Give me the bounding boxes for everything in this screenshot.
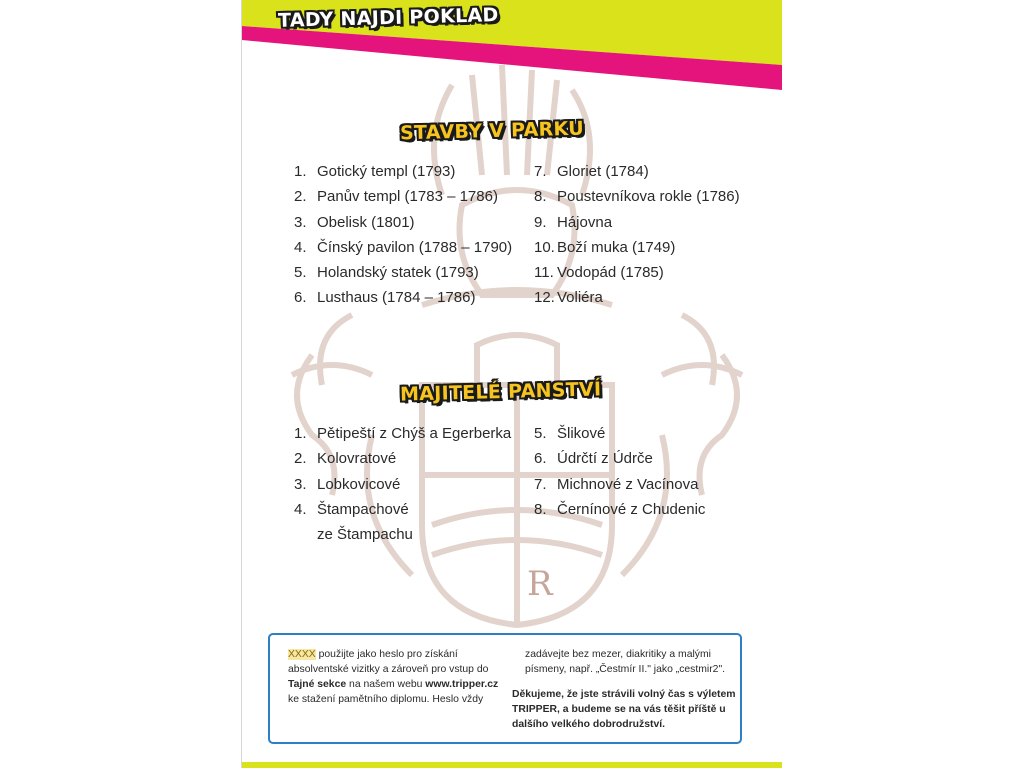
coat-of-arms-watermark bbox=[272, 55, 762, 635]
section-title-majitele: MAJITELÉ PANSTVÍ bbox=[399, 378, 602, 406]
majitele-list-right bbox=[534, 421, 705, 522]
section-title-stavby: STAVBY V PARKU bbox=[399, 117, 585, 145]
stavby-list-left bbox=[294, 159, 512, 311]
website-link[interactable]: www.tripper.cz bbox=[425, 679, 499, 690]
crest-letter: R bbox=[527, 564, 553, 604]
list-item: 5. Holandský statek (1793) bbox=[294, 264, 479, 282]
page-title: TADY NAJDI POKLAD bbox=[277, 4, 499, 32]
list-item: 4. Čínský pavilon (1788 – 1790) bbox=[294, 238, 513, 256]
list-item: 3. Obelisk (1801) bbox=[294, 213, 415, 231]
info-box bbox=[268, 633, 742, 744]
list-item: 3. Lobkovicové bbox=[294, 475, 401, 493]
password-code: XXXX bbox=[288, 649, 316, 660]
list-item: 7. Michnové z Vacínova bbox=[534, 475, 699, 493]
list-item: 10. Boží muka (1749) bbox=[534, 238, 676, 256]
info-text-left: XXXX použijte jako heslo pro získání absolventské vizitky a zároveň pro vstup do Tajné sekce na našem webu www.tripper.cz ke stažení pamětního diplomu. Heslo vždy zadávejte bez mezer, diakritiky a malými písmeny, např. „Čestmír II." jako „cestmir2". bbox=[288, 649, 726, 705]
list-item: 2. Panův templ (1783 – 1786) bbox=[294, 188, 498, 206]
majitele-list-left bbox=[294, 421, 511, 547]
list-item: 8. Černínové z Chudenic bbox=[534, 500, 706, 518]
secret-section-label: Tajné sekce bbox=[288, 679, 347, 690]
list-item: 9. Hájovna bbox=[534, 213, 613, 231]
list-item: 1. Pětipeští z Chýš a Egerberka bbox=[294, 425, 512, 442]
list-item: 11. Vodopád (1785) bbox=[534, 264, 664, 282]
list-item: 4. Štampachové ze Štampachu bbox=[294, 500, 413, 543]
document-page bbox=[242, 0, 782, 768]
thanks-text: Děkujeme, že jste strávili volný čas s výletem TRIPPER, a budeme se na vás těšit příště u dalšího velkého dobrodružství. bbox=[512, 689, 736, 730]
list-item: 8. Poustevníkova rokle (1786) bbox=[534, 188, 740, 206]
list-item: 5. Šlikové bbox=[534, 425, 606, 442]
list-item: 6. Lusthaus (1784 – 1786) bbox=[294, 289, 476, 307]
footer-bar bbox=[242, 762, 782, 768]
list-item: 12. Voliéra bbox=[534, 289, 603, 307]
stavby-list-right bbox=[534, 159, 740, 311]
list-item: 7. Gloriet (1784) bbox=[534, 163, 649, 180]
list-item: 1. Gotický templ (1793) bbox=[294, 163, 456, 180]
list-item: 6. Údrčtí z Údrče bbox=[534, 450, 653, 468]
list-item: 2. Kolovratové bbox=[294, 450, 397, 468]
